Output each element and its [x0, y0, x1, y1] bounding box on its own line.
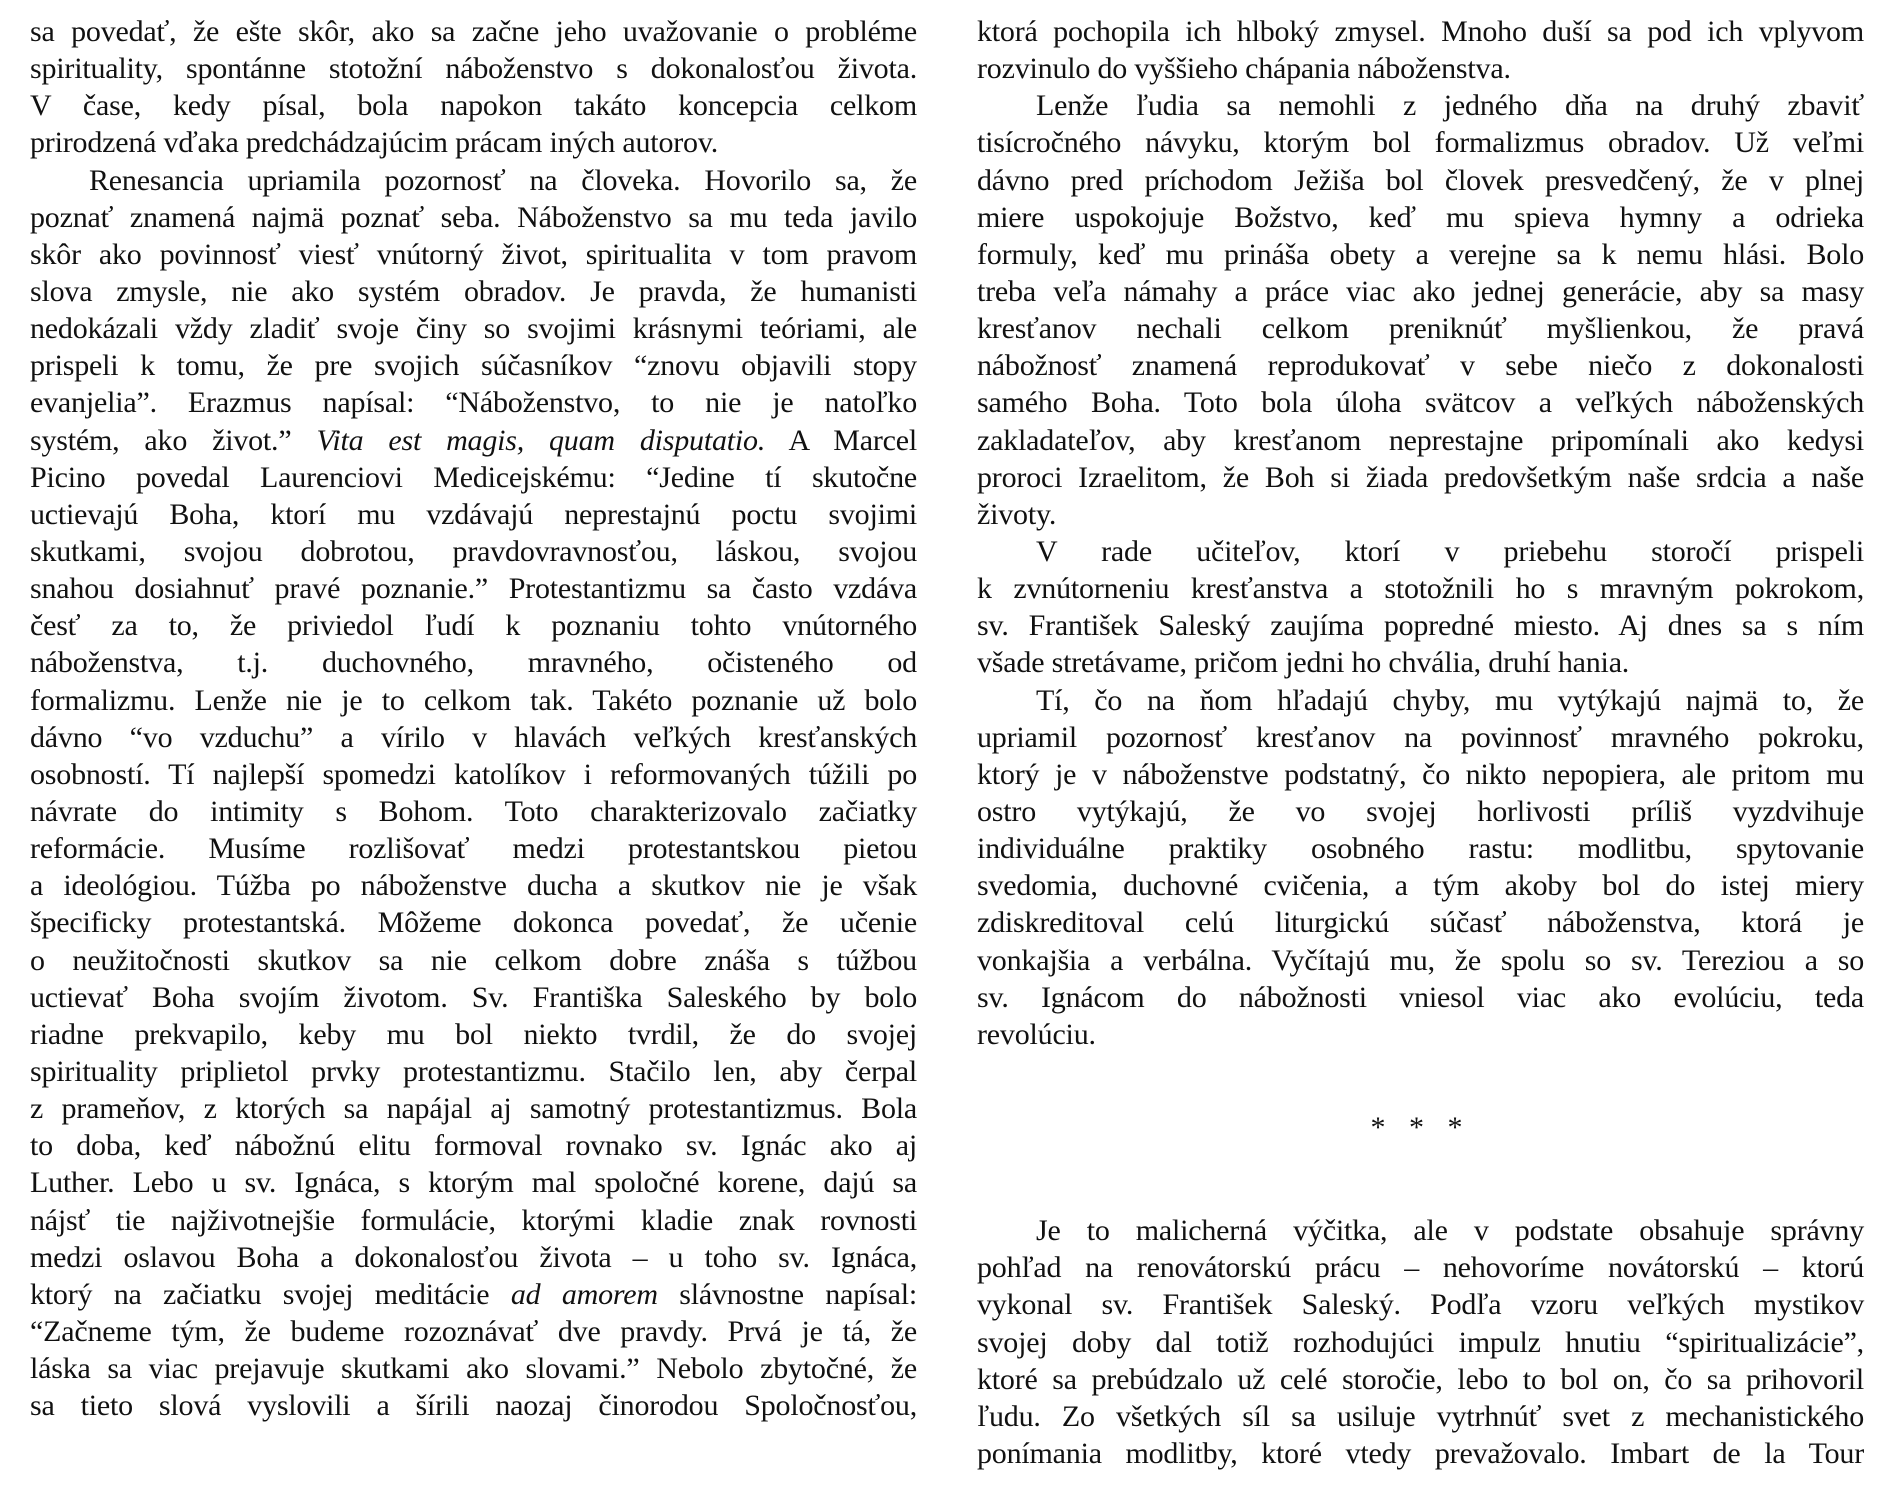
- text-line: [977, 273, 1864, 310]
- text-run: o neužitočnosti skutkov sa nie celkom dobre znáša s túžbou: [30, 943, 917, 977]
- text-run: svojej doby dal totiž rozhodujúci impulz hnutiu “spiritualizácie”,: [977, 1325, 1864, 1359]
- text-line: [977, 756, 1864, 793]
- text-line-content: [30, 384, 917, 421]
- text-run: a ideológiou. Túžba po náboženstve ducha a skutkov nie je však: [30, 869, 917, 903]
- text-run: tisícročného návyku, ktorým bol formalizmus obradov. Už veľmi: [977, 126, 1864, 160]
- text-run: poznať znamená najmä poznať seba. Náboženstvo sa mu teda javilo: [30, 200, 917, 234]
- text-run: k zvnútorneniu kresťanstva a stotožnili ho s mravným pokrokom,: [977, 572, 1864, 606]
- text-line-content: [977, 1286, 1864, 1323]
- text-line: [977, 1286, 1864, 1323]
- text-run: formalizmu. Lenže nie je to celkom tak. Takéto poznanie už bolo: [30, 683, 917, 717]
- text-line-content: [30, 644, 917, 681]
- text-line-content: [30, 1387, 917, 1424]
- italic-latin-phrase: ad amorem: [510, 1277, 658, 1311]
- text-run: spirituality priplietol prvky protestantizmu. Stačilo len, aby čerpal: [30, 1054, 917, 1088]
- text-line-content: [977, 607, 1864, 644]
- text-line-content: [30, 979, 917, 1016]
- text-line-content: [30, 1090, 917, 1127]
- text-line-content: [30, 719, 917, 756]
- text-line: [30, 162, 917, 199]
- text-run: V rade učiteľov, ktorí v priebehu storočí prispeli: [1036, 534, 1864, 568]
- text-line: [977, 719, 1864, 756]
- text-line-content: [30, 1350, 917, 1387]
- text-line: [977, 87, 1864, 124]
- text-line: [30, 1239, 917, 1276]
- text-run: ostro vytýkajú, že vo svojej horlivosti príliš vyzdvihuje: [977, 794, 1864, 828]
- text-run: Picino povedal Laurenciovi Medicejskému: “Jedine tí skutočne: [30, 460, 917, 494]
- text-line: [30, 273, 917, 310]
- text-run: vonkajšia a verbálna. Vyčítajú mu, že spolu so sv. Tereziou a so: [977, 943, 1864, 977]
- section-separator: * * *: [1370, 1110, 1471, 1144]
- text-line-content: [30, 1313, 917, 1350]
- text-run: Tí, čo na ňom hľadajú chyby, mu vytýkajú najmä to, že: [1036, 683, 1864, 717]
- text-line-content: [977, 904, 1864, 941]
- text-line-content: [30, 496, 917, 533]
- text-run: rozvinulo do vyššieho chápania náboženstva.: [977, 52, 1511, 86]
- text-line-content: [30, 236, 917, 273]
- text-line-content: [977, 347, 1864, 384]
- text-run: skôr ako povinnosť viesť vnútorný život, spiritualita v tom pravom: [30, 237, 917, 271]
- text-line-content: [977, 50, 1864, 87]
- text-line: [977, 570, 1864, 607]
- text-line: [977, 310, 1864, 347]
- text-line: [977, 13, 1864, 50]
- text-run: ktorá pochopila ich hlboký zmysel. Mnoho duší sa pod ich vplyvom: [977, 15, 1864, 48]
- text-line-content: [977, 199, 1864, 236]
- text-run: medzi oslavou Boha a dokonalosťou života – u toho sv. Ignáca,: [30, 1240, 917, 1274]
- text-line: [977, 162, 1864, 199]
- separator-spacing-above: [977, 1053, 1864, 1109]
- text-run: svedomia, duchovné cvičenia, a tým akoby bol do istej miery: [977, 869, 1864, 903]
- text-run: zdiskreditoval celú liturgickú súčasť náboženstva, ktorá je: [977, 906, 1864, 940]
- italic-latin-phrase: Vita est magis, quam disputatio.: [316, 423, 766, 457]
- text-line-content: [977, 13, 1864, 50]
- text-line-content: [30, 1164, 917, 1201]
- text-line-content: [977, 236, 1864, 273]
- text-line-content: [30, 1239, 917, 1276]
- text-line: [30, 1276, 917, 1313]
- text-line-content: [977, 1435, 1864, 1472]
- text-line-content: [30, 1276, 917, 1313]
- text-line-content: [30, 607, 917, 644]
- text-line: [977, 1212, 1864, 1249]
- text-line-content: [977, 1016, 1864, 1053]
- text-line: [30, 347, 917, 384]
- text-line: [977, 979, 1864, 1016]
- text-line: [30, 496, 917, 533]
- text-run: sa tieto slová vyslovili a šírili naozaj činorodou Spoločnosťou,: [30, 1389, 917, 1423]
- text-line-content: [977, 124, 1864, 161]
- text-line-content: [30, 310, 917, 347]
- text-line-content: [977, 570, 1864, 607]
- text-run: osobností. Tí najlepší spomedzi katolíkov i reformovaných túžili po: [30, 757, 917, 791]
- text-line: [30, 867, 917, 904]
- text-line-content: [30, 904, 917, 941]
- text-line-content: [977, 496, 1864, 533]
- text-run: česť za to, že priviedol ľudí k poznaniu tohto vnútorného: [30, 609, 917, 643]
- text-run: ktorý je v náboženstve podstatný, čo nikto nepopiera, ale pritom mu: [977, 757, 1864, 791]
- text-run: slova zmysle, nie ako systém obradov. Je pravda, že humanisti: [30, 274, 917, 308]
- text-line: [30, 1387, 917, 1424]
- text-line: [977, 1361, 1864, 1398]
- text-run: formuly, keď mu prináša obety a verejne sa k nemu hlási. Bolo: [977, 237, 1864, 271]
- text-line: [30, 607, 917, 644]
- text-run: dávno “vo vzduchu” a vírilo v hlavách veľkých kresťanských: [30, 720, 917, 754]
- text-line: [30, 904, 917, 941]
- text-run: všade stretávame, pričom jedni ho chvália, druhí hania.: [977, 646, 1630, 680]
- text-line-content: [977, 756, 1864, 793]
- text-line-content: [977, 87, 1864, 124]
- text-run: sv. Ignácom do nábožnosti vniesol viac ako evolúciu, teda: [977, 980, 1864, 1014]
- text-line-content: [30, 533, 917, 570]
- text-line: [977, 607, 1864, 644]
- text-run: ktorý na začiatku svojej meditácie: [30, 1277, 511, 1311]
- text-line: [977, 533, 1864, 570]
- text-run: Luther. Lebo u sv. Ignáca, s ktorým mal spoločné korene, dajú sa: [30, 1166, 917, 1200]
- text-line: [30, 979, 917, 1016]
- text-run: náboženstva, t.j. duchovného, mravného, očisteného od: [30, 646, 917, 680]
- text-line-content: [30, 13, 917, 50]
- text-line-content: [30, 50, 917, 87]
- text-line: [977, 1249, 1864, 1286]
- text-line: [977, 347, 1864, 384]
- text-run: Je to malicherná výčitka, ale v podstate obsahuje správny: [1036, 1214, 1864, 1248]
- text-line: [977, 793, 1864, 830]
- text-run: špecificky protestantská. Môžeme dokonca povedať, že učenie: [30, 906, 917, 940]
- text-run: láska sa viac prejavuje skutkami ako slovami.” Nebolo zbytočné, že: [30, 1352, 917, 1386]
- text-run: systém, ako život.”: [30, 423, 317, 457]
- text-line: [30, 570, 917, 607]
- text-line: [977, 904, 1864, 941]
- text-line: [977, 496, 1864, 533]
- text-line: [30, 942, 917, 979]
- text-line-content: [30, 162, 917, 199]
- text-line-content: [30, 682, 917, 719]
- text-line-content: [977, 719, 1864, 756]
- text-run: ponímania modlitby, ktoré vtedy prevažovalo. Imbart de la Tour: [977, 1436, 1864, 1470]
- text-run: kresťanov nechali celkom preniknúť myšlienkou, že pravá: [977, 312, 1864, 346]
- text-line-content: [30, 422, 917, 459]
- text-line-content: [30, 347, 917, 384]
- text-line: [977, 459, 1864, 496]
- text-line-content: [30, 1016, 917, 1053]
- text-line: [977, 1324, 1864, 1361]
- text-line: [30, 1350, 917, 1387]
- right-column: [977, 13, 1864, 1472]
- text-line-content: [30, 199, 917, 236]
- text-line-content: [977, 942, 1864, 979]
- text-line: [30, 384, 917, 421]
- text-line: [30, 1016, 917, 1053]
- text-line: [30, 830, 917, 867]
- text-line-content: [977, 1324, 1864, 1361]
- text-run: nábožnosť znamená reprodukovať v sebe niečo z dokonalosti: [977, 349, 1864, 383]
- text-line: [30, 1127, 917, 1164]
- text-run: proroci Izraelitom, že Boh si žiada predovšetkým naše srdcia a naše: [977, 460, 1864, 494]
- text-run: to doba, keď nábožnú elitu formoval rovnako sv. Ignác ako aj: [30, 1129, 917, 1163]
- text-line: [30, 793, 917, 830]
- text-run: sa povedať, že ešte skôr, ako sa začne jeho uvažovanie o probléme: [30, 15, 917, 48]
- text-line-content: [977, 310, 1864, 347]
- text-run: pohľad na renovátorskú prácu – nehovoríme novátorskú – ktorú: [977, 1251, 1864, 1285]
- text-line: [30, 50, 917, 87]
- text-run: upriamil pozornosť kresťanov na povinnosť mravného pokroku,: [977, 720, 1864, 754]
- text-line: [977, 867, 1864, 904]
- text-run: revolúciu.: [977, 1017, 1096, 1051]
- separator-spacing-below: [977, 1146, 1864, 1212]
- text-line-content: [977, 422, 1864, 459]
- text-line-content: [977, 979, 1864, 1016]
- text-run: V čase, kedy písal, bola napokon takáto koncepcia celkom: [30, 89, 917, 123]
- text-line-content: [977, 273, 1864, 310]
- text-line: [977, 236, 1864, 273]
- text-line: [30, 756, 917, 793]
- text-run: reformácie. Musíme rozlišovať medzi protestantskou pietou: [30, 832, 917, 866]
- text-line-content: [977, 162, 1864, 199]
- text-run: miere uspokojuje Božstvo, keď mu spieva hymny a odrieka: [977, 200, 1864, 234]
- text-run: uctievajú Boha, ktorí mu vzdávajú neprestajnú poctu svojimi: [30, 497, 917, 531]
- text-line-content: [977, 830, 1864, 867]
- text-line-content: [30, 570, 917, 607]
- text-run: ktoré sa prebúdzalo už celé storočie, lebo to bol on, čo sa prihovoril: [977, 1362, 1864, 1396]
- text-run: slávnostne napísal:: [657, 1277, 917, 1311]
- text-run: samého Boha. Toto bola úloha svätcov a veľkých náboženských: [977, 386, 1864, 420]
- text-line: [977, 1398, 1864, 1435]
- text-line-content: [977, 384, 1864, 421]
- text-line: [30, 13, 917, 50]
- left-column: [30, 13, 917, 1424]
- text-line: [977, 1435, 1864, 1472]
- text-line: [30, 1313, 917, 1350]
- text-run: dávno pred príchodom Ježiša bol človek presvedčený, že v plnej: [977, 163, 1864, 197]
- text-line-content: [977, 533, 1864, 570]
- text-line: [30, 310, 917, 347]
- text-line: [30, 124, 917, 161]
- text-line-content: [30, 830, 917, 867]
- text-line-content: [30, 867, 917, 904]
- text-run: skutkami, svojou dobrotou, pravdovravnosťou, láskou, svojou: [30, 534, 917, 568]
- text-run: ľudu. Zo všetkých síl sa usiluje vytrhnúť svet z mechanistického: [977, 1399, 1864, 1433]
- right-column-bottom-text: [977, 1212, 1864, 1472]
- text-line-content: [30, 1202, 917, 1239]
- text-run: Lenže ľudia sa nemohli z jedného dňa na druhý zbaviť: [1036, 89, 1864, 123]
- text-line: [30, 1202, 917, 1239]
- text-run: z prameňov, z ktorých sa napájal aj samotný protestantizmus. Bola: [30, 1092, 917, 1126]
- text-line: [30, 199, 917, 236]
- text-line: [30, 682, 917, 719]
- text-line: [977, 1016, 1864, 1053]
- text-line: [977, 830, 1864, 867]
- text-run: uctievať Boha svojím životom. Sv. Františka Saleského by bolo: [30, 980, 917, 1014]
- text-line-content: [977, 1212, 1864, 1249]
- text-line: [30, 87, 917, 124]
- text-line: [977, 384, 1864, 421]
- text-line-content: [30, 273, 917, 310]
- text-line: [977, 50, 1864, 87]
- text-run: Renesancia upriamila pozornosť na človeka. Hovorilo sa, že: [89, 163, 917, 197]
- text-run: “Začneme tým, že budeme rozoznávať dve pravdy. Prvá je tá, že: [30, 1314, 917, 1348]
- text-run: vykonal sv. František Saleský. Podľa vzoru veľkých mystikov: [977, 1288, 1864, 1322]
- text-run: nájsť tie najživotnejšie formulácie, ktorými kladie znak rovnosti: [30, 1203, 917, 1237]
- text-line: [30, 422, 917, 459]
- text-line-content: [977, 682, 1864, 719]
- text-line-content: [977, 1361, 1864, 1398]
- text-line-content: [30, 942, 917, 979]
- text-run: evanjelia”. Erazmus napísal: “Náboženstvo, to nie je natoľko: [30, 386, 917, 420]
- text-line-content: [30, 1127, 917, 1164]
- text-run: zakladateľov, aby kresťanom neprestajne pripomínali ako kedysi: [977, 423, 1864, 457]
- text-run: riadne prekvapilo, keby mu bol niekto tvrdil, že do svojej: [30, 1017, 917, 1051]
- text-line: [977, 422, 1864, 459]
- text-line-content: [30, 756, 917, 793]
- text-run: A Marcel: [765, 423, 917, 457]
- text-run: treba veľa námahy a práce viac ako jednej generácie, aby sa masy: [977, 274, 1864, 308]
- text-line-content: [977, 1398, 1864, 1435]
- text-line: [977, 682, 1864, 719]
- text-line: [30, 533, 917, 570]
- text-line-content: [30, 459, 917, 496]
- text-line: [977, 942, 1864, 979]
- text-run: spirituality, spontánne stotožní náboženstvo s dokonalosťou života.: [30, 52, 917, 86]
- text-line: [30, 719, 917, 756]
- text-line: [977, 199, 1864, 236]
- text-run: prispeli k tomu, že pre svojich súčasníkov “znovu objavili stopy: [30, 349, 917, 383]
- text-line-content: [977, 459, 1864, 496]
- text-line: [30, 1053, 917, 1090]
- text-line-content: [977, 1249, 1864, 1286]
- text-line: [30, 1090, 917, 1127]
- text-run: životy.: [977, 497, 1057, 531]
- text-line-content: [30, 1053, 917, 1090]
- text-run: návrate do intimity s Bohom. Toto charakterizovalo začiatky: [30, 794, 917, 828]
- text-line: [977, 124, 1864, 161]
- text-line-content: [977, 867, 1864, 904]
- text-line-content: [977, 644, 1864, 681]
- text-line: [30, 644, 917, 681]
- text-line: [30, 1164, 917, 1201]
- text-line-content: [30, 124, 917, 161]
- text-line: [30, 459, 917, 496]
- right-column-top-text: [977, 13, 1864, 1053]
- text-run: nedokázali vždy zladiť svoje činy so svojimi krásnymi teóriami, ale: [30, 312, 917, 346]
- text-run: prirodzená vďaka predchádzajúcim prácam iných autorov.: [30, 126, 718, 160]
- text-run: sv. František Saleský zaujíma popredné miesto. Aj dnes sa s ním: [977, 609, 1864, 643]
- text-line-content: [30, 793, 917, 830]
- text-run: snahou dosiahnuť pravé poznanie.” Protestantizmu sa často vzdáva: [30, 572, 917, 606]
- text-line-content: [977, 793, 1864, 830]
- text-line: [30, 236, 917, 273]
- text-run: individuálne praktiky osobného rastu: modlitbu, spytovanie: [977, 832, 1864, 866]
- text-line-content: [30, 87, 917, 124]
- text-line: [977, 644, 1864, 681]
